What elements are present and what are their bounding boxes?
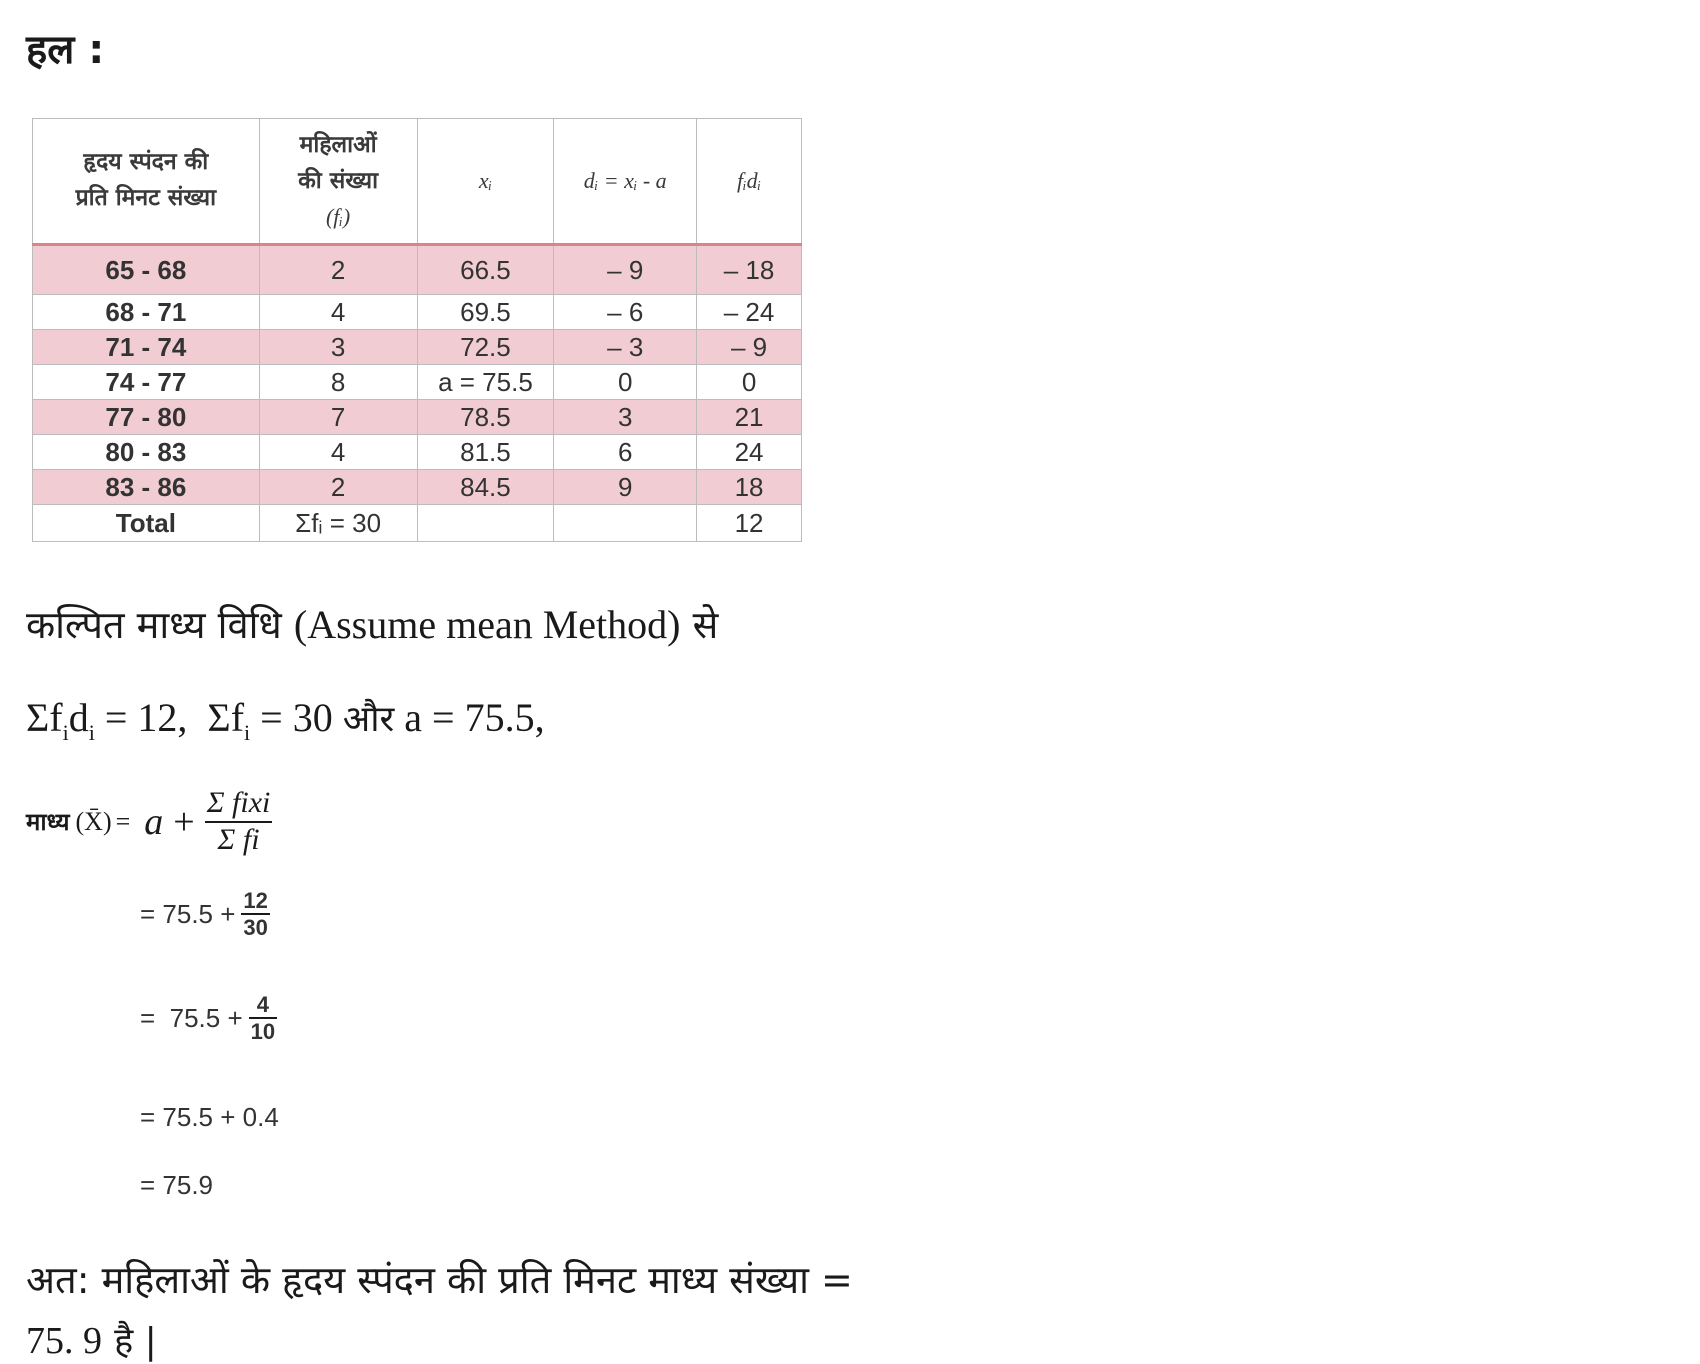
table-cell: 66.5 [417, 245, 554, 295]
table-cell: Total [33, 505, 260, 542]
table-cell: a = 75.5 [417, 365, 554, 400]
sums-statement: $\Sigma f_id_i = 12$, $\Sigma f_i = 30$ और a = 75.5, [26, 695, 545, 745]
table-cell: 83 - 86 [33, 470, 260, 505]
conclusion-value: 75. 9 है | [26, 1320, 157, 1362]
header-xi: xᵢ [417, 119, 554, 245]
formula-fraction: $\frac{\text{Σ fixi}}{\text{Σ fi}}$ [206, 786, 271, 856]
table-cell: 81.5 [417, 435, 554, 470]
table-total-row [33, 505, 802, 542]
table-cell [554, 505, 697, 542]
table-cell: – 24 [697, 295, 802, 330]
table-cell: 8 [259, 365, 417, 400]
calc-step-4: = 75.9 [140, 1170, 214, 1200]
table-cell: 72.5 [417, 330, 554, 365]
table-cell: 71 - 74 [33, 330, 260, 365]
table-cell: 74 - 77 [33, 365, 260, 400]
table-cell: 65 - 68 [33, 245, 260, 295]
calc-step-1: = 75.5 + $\frac{12}{30}$ [140, 888, 268, 941]
table-cell: 80 - 83 [33, 435, 260, 470]
table-cell: 77 - 80 [33, 400, 260, 435]
calc-step-3: = 75.5 + 0.4 [140, 1102, 279, 1132]
table-cell: 3 [554, 400, 697, 435]
table-cell [417, 505, 554, 542]
table-row [33, 365, 802, 400]
table-cell: – 18 [697, 245, 802, 295]
conclusion-text: अत: महिलाओं के हृदय स्पंदन की प्रति मिनट माध्य संख्या = [26, 1258, 853, 1302]
mean-formula: माध्य (X̄) = a + $\frac{\text{Σ fixi}}{\text{Σ fi}}$ [26, 786, 271, 856]
table-cell: 68 - 71 [33, 295, 260, 330]
table-header-row [33, 119, 802, 245]
table-cell: 24 [697, 435, 802, 470]
method-statement: कल्पित माध्य विधि (Assume mean Method) से [26, 602, 719, 647]
table-row [33, 470, 802, 505]
table-cell: 4 [259, 435, 417, 470]
table-cell: – 6 [554, 295, 697, 330]
calc-step-2: = 75.5 + $\frac{4}{10}$ [140, 992, 276, 1045]
table-cell: 78.5 [417, 400, 554, 435]
table-row [33, 330, 802, 365]
table-cell: 4 [259, 295, 417, 330]
table-cell: 9 [554, 470, 697, 505]
table-cell: – 3 [554, 330, 697, 365]
table-cell: 6 [554, 435, 697, 470]
table-cell: 0 [554, 365, 697, 400]
table-cell: – 9 [554, 245, 697, 295]
header-heartbeat-class: हृदय स्पंदन की प्रति मिनट संख्या [33, 119, 260, 245]
table-cell: Σfᵢ = 30 [259, 505, 417, 542]
table-cell: 18 [697, 470, 802, 505]
table-row [33, 400, 802, 435]
header-women-count: महिलाओं की संख्या (fᵢ) [259, 119, 417, 245]
frequency-table [32, 118, 802, 542]
header-di: dᵢ = xᵢ - a [554, 119, 697, 245]
table-cell: 3 [259, 330, 417, 365]
table-cell: 0 [697, 365, 802, 400]
solution-heading: हल : [26, 27, 105, 73]
table-cell: 84.5 [417, 470, 554, 505]
header-fidi: fᵢdᵢ [697, 119, 802, 245]
table-cell: 2 [259, 470, 417, 505]
table-cell: – 9 [697, 330, 802, 365]
table-cell: 12 [697, 505, 802, 542]
table-cell: 7 [259, 400, 417, 435]
table-row [33, 435, 802, 470]
table-row [33, 295, 802, 330]
table-row [33, 245, 802, 295]
table-cell: 2 [259, 245, 417, 295]
table-cell: 21 [697, 400, 802, 435]
table-cell: 69.5 [417, 295, 554, 330]
